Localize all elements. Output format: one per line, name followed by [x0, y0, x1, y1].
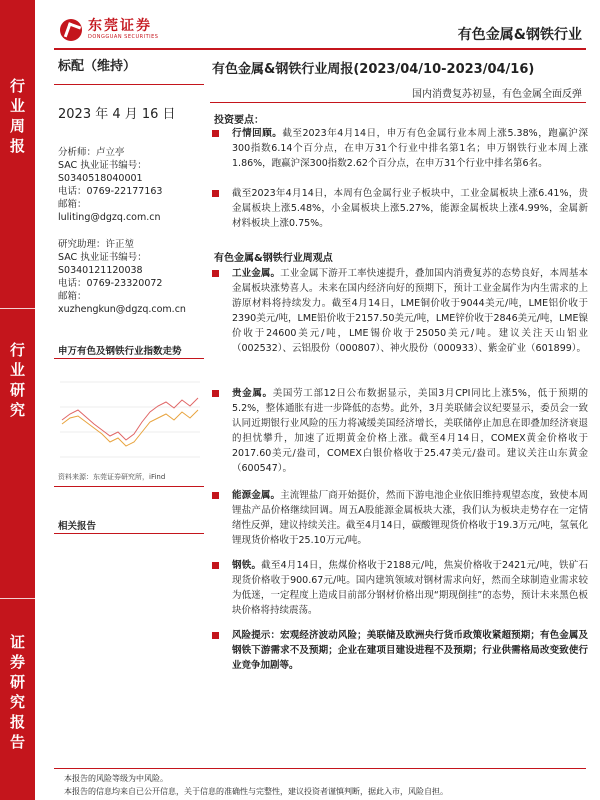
band-divider	[0, 598, 35, 599]
footer-divider	[54, 768, 586, 769]
title-divider	[210, 102, 586, 103]
chart-gridlines	[60, 382, 200, 457]
band-char: 证	[9, 633, 25, 651]
paragraph-lead: 工业金属。	[232, 268, 281, 279]
band-label-research	[0, 340, 35, 420]
report-subtitle: 国内消费复苏初显，有色金属全面反弹	[412, 89, 582, 100]
analyst-sac-number: S0340518040001	[58, 173, 143, 184]
paragraph-lead: 贵金属。	[232, 388, 273, 399]
bullet-icon	[212, 562, 219, 569]
paragraph-market-review	[212, 126, 588, 171]
band-char: 告	[9, 733, 25, 751]
assistant-email[interactable]: xuzhengkun@dgzq.com.cn	[58, 304, 186, 315]
chart-series-b	[62, 410, 198, 446]
paragraph-text: 截至2023年4月14日，申万有色金属行业本周上涨5.38%，跑赢沪深300指数6.14个百分点，在申万31个行业中排名第1名；申万钢铁行业本周上涨1.86%，跑赢沪深300指数2.62个百分点，在申万31个行业中排名第6名。	[232, 128, 588, 169]
assistant-info	[58, 238, 203, 316]
report-title: 有色金属&钢铁行业周报(2023/04/10-2023/04/16)	[212, 62, 535, 77]
band-char: 研	[9, 673, 25, 691]
paragraph-industrial-metals	[212, 266, 588, 356]
band-char: 究	[9, 693, 25, 711]
paragraph-text: 工业金属下游开工率快速提升，叠加国内消费复苏的态势良好，本周基本金属板块涨势喜人。未来在国内经济向好的预期下，预计工业金属作为内生需求的上游原材料将持续发力。截至4月14日，LME铜价收于9044美元/吨，LME铝价收于2390美元/吨，LME铅价收于2157.50美元/吨，LME锌价收于2846美元/吨，LME镍价收于24600美元/吨，LME锡价收于25050美元/吨。建议关注天山铝业（002532）、云铝股份（000807）、神火股份（000933）、紫金矿业（601899）。	[232, 268, 588, 354]
report-date: 2023 年 4 月 16 日	[58, 107, 176, 122]
company-logo	[60, 18, 158, 41]
index-chart-title: 申万有色及钢铁行业指数走势	[58, 346, 182, 357]
logo-cn: 东莞证券	[88, 18, 152, 34]
footer-disclaimer: 本报告的信息均来自已公开信息，关于信息的准确性与完整性，建议投资者谨慎判断，据此入市，风险自担。	[64, 787, 448, 796]
paragraph-text: 宏观经济波动风险；美联储及欧洲央行货币政策收紧超预期；有色金属及钢铁下游需求不及预期；企业在建项目建设进程不及预期；行业供需格局改变致使行业竞争加剧等。	[232, 630, 588, 671]
band-char: 行	[9, 341, 25, 359]
weekly-view-heading: 有色金属&钢铁行业周观点	[214, 253, 333, 264]
paragraph-precious-metals	[212, 386, 588, 476]
band-char: 行	[9, 77, 25, 95]
analyst-sac-label: SAC 执业证书编号：	[58, 160, 147, 171]
bullet-icon	[212, 390, 219, 397]
paragraph-lead: 能源金属。	[232, 490, 281, 501]
bullet-icon	[212, 270, 219, 277]
chart-title-divider	[54, 358, 204, 359]
header-industry: 有色金属&钢铁行业	[457, 27, 582, 43]
band-char: 周	[9, 117, 25, 135]
keypoints-heading: 投资要点：	[214, 115, 264, 126]
header-divider	[54, 48, 586, 50]
paragraph-lead: 钢铁。	[232, 560, 262, 571]
chart-source: 资料来源：东莞证券研究所，iFind	[58, 473, 166, 481]
left-band	[0, 0, 35, 800]
paragraph-steel	[212, 558, 588, 618]
analyst-phone: 电话：0769-22177163	[58, 186, 163, 197]
paragraph-text: 美国劳工部12日公布数据显示，美国3月CPI同比上涨5%，低于预期的5.2%，整体通胀有进一步降低的态势。此外，3月美联储会议纪要显示，委员会一致认同近期银行业风险的压力将减缓美国经济增长，美联储停止加息在即叠加经济衰退的担忧攀升，加速了近期黄金价格上涨。截至4月14日，COMEX黄金价格收于2017.60美元/盎司，COMEX白银价格收于25.47美元/盎司。建议关注山东黄金（600547）。	[232, 388, 588, 474]
industry-rating: 标配（维持）	[58, 59, 137, 74]
band-char: 业	[9, 97, 25, 115]
analyst-email[interactable]: luliting@dgzq.com.cn	[58, 212, 161, 223]
paragraph-energy-metals	[212, 488, 588, 548]
paragraph-subsector	[212, 186, 588, 231]
analyst-info	[58, 146, 203, 224]
assistant-email-label: 邮箱：	[58, 291, 87, 302]
band-label-report	[0, 632, 35, 752]
band-char: 券	[9, 653, 25, 671]
band-char: 报	[9, 713, 25, 731]
logo-en: DONGGUAN SECURITIES	[88, 34, 159, 40]
analyst-name: 分析师：卢立亭	[58, 147, 125, 158]
paragraph-text: 截至4月14日，焦煤价格收于2188元/吨，焦炭价格收于2421元/吨，铁矿石现货价格收于900.67元/吨。国内建筑领域对钢材需求向好，然而全球制造业需求较为低迷，一定程度上造成目前部分钢材价格出现“期现倒挂”的态势，预计未来黑色板块价格将持续震荡。	[232, 560, 588, 616]
assistant-sac-number: S0340121120038	[58, 265, 143, 276]
paragraph-lead: 行情回顾。	[232, 128, 283, 139]
paragraph-lead: 风险提示：	[232, 630, 281, 641]
band-label-weekly	[0, 76, 35, 156]
logo-mark-icon	[60, 19, 82, 41]
band-divider	[0, 308, 35, 309]
assistant-name: 研究助理：许正堃	[58, 239, 135, 250]
band-char: 究	[9, 401, 25, 419]
footer-risk-level: 本报告的风险等级为中风险。	[64, 774, 168, 783]
related-divider	[54, 533, 204, 534]
paragraph-text: 截至2023年4月14日，本周有色金属行业子板块中，工业金属板块上涨6.41%，贵金属板块上涨5.48%，小金属板块上涨5.27%，能源金属板块上涨4.99%，金属新材料板块上涨0.75%。	[232, 188, 588, 229]
paragraph-text: 主流锂盐厂商开始挺价，然而下游电池企业依旧维持观望态度，致使本周锂盐产品价格继续回调。周五A股能源金属板块大涨，我们认为板块走势存在一定情绪性反弹，建议持续关注。截至4月14日，碳酸锂现货价格收于19.3万元/吨，氢氧化锂现货价格收于25.10万元/吨。	[232, 490, 588, 546]
related-reports-heading: 相关报告	[58, 521, 97, 532]
assistant-phone: 电话：0769-23320072	[58, 278, 163, 289]
paragraph-risk	[212, 628, 588, 673]
band-char: 研	[9, 381, 25, 399]
band-char: 业	[9, 361, 25, 379]
chart-source-divider	[54, 486, 204, 487]
bullet-icon	[212, 492, 219, 499]
rating-divider	[54, 84, 204, 85]
bullet-icon	[212, 190, 219, 197]
bullet-icon	[212, 130, 219, 137]
assistant-sac-label: SAC 执业证书编号：	[58, 252, 147, 263]
analyst-email-label: 邮箱：	[58, 199, 87, 210]
bullet-icon	[212, 632, 219, 639]
band-char: 报	[9, 137, 25, 155]
index-trend-chart	[56, 362, 204, 466]
